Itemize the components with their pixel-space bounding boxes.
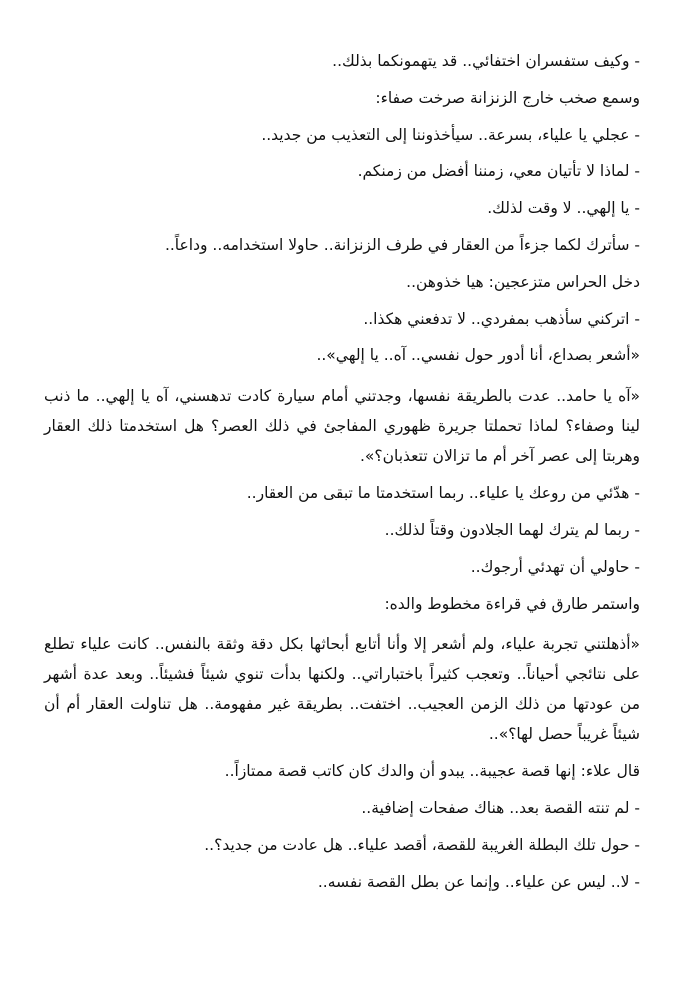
paragraph: واستمر طارق في قراءة مخطوط والده: xyxy=(384,594,640,613)
paragraph: - لا.. ليس عن علياء.. وإنما عن بطل القصة نفسه.. xyxy=(317,872,640,891)
paragraph: - اتركني سأذهب بمفردي.. لا تدفعني هكذا.. xyxy=(363,309,640,328)
paragraph: - ربما لم يترك لهما الجلادون وقتاً لذلك.. xyxy=(384,520,640,539)
paragraph: - عجلي يا علياء، بسرعة.. سيأخذوننا إلى التعذيب من جديد.. xyxy=(261,125,640,144)
paragraph: - وكيف ستفسران اختفائي.. قد يتهمونكما بذلك.. xyxy=(332,52,640,70)
paragraph: وسمع صخب خارج الزنزانة صرخت صفاء: xyxy=(375,88,640,107)
paragraph: - لماذا لا تأتيان معي، زمننا أفضل من زمنكم. xyxy=(357,162,640,181)
paragraph: - حاولي أن تهدئي أرجوك.. xyxy=(470,557,640,576)
paragraph: دخل الحراس متزعجين: هيا خذوهن.. xyxy=(406,272,640,291)
paragraph: قال علاء: إنها قصة عجيبة.. يبدو أن والدك كان كاتب قصة ممتازاً.. xyxy=(224,762,640,781)
paragraph: - يا إلهي.. لا وقت لذلك. xyxy=(487,199,640,218)
paragraph: - سأترك لكما جزءاً من العقار في طرف الزنزانة.. حاولا استخدامه.. وداعاً.. xyxy=(164,235,640,254)
paragraph: «آه يا حامد.. عدت بالطريقة نفسها، وجدتني أمام سيارة كادت تدهسني، آه يا إلهي.. ما ذنب لينا وصفاء؟ لماذا تحملتا جريرة ظهوري المفاجئ في ذلك العصر؟ هل استخدمتا ذلك العقار وهربتا إلى عصر آخر أم ما تزالان تتعذبان؟». xyxy=(44,387,640,466)
paragraph: - لم تنته القصة بعد.. هناك صفحات إضافية.. xyxy=(361,799,640,818)
paragraph: «أذهلتني تجربة علياء، ولم أشعر إلا وأنا أتابع أبحاثها بكل دقة وثقة بالنفس.. كانت علياء تطلع على نتائجي أحياناً.. وتعجب كثيراً باختباراتي.. ولكنها بدأت تنوي شيئاً فشيئاً.. وبعد عدة أشهر من عودتها من ذلك الزمن العجيب.. اختفت.. بطريقة غير مفهومة.. هل تناولت العقار أم أن شيئاً غريباً حصل لها؟».. xyxy=(44,635,640,744)
paragraph: «أشعر بصداع، أنا أدور حول نفسي.. آه.. يا إلهي».. xyxy=(316,346,640,365)
paragraph: - هدّئي من روعك يا علياء.. ربما استخدمتا ما تبقى من العقار.. xyxy=(246,484,640,503)
paragraph: - حول تلك البطلة الغريبة للقصة، أقصد علياء.. هل عادت من جديد؟.. xyxy=(204,835,640,854)
